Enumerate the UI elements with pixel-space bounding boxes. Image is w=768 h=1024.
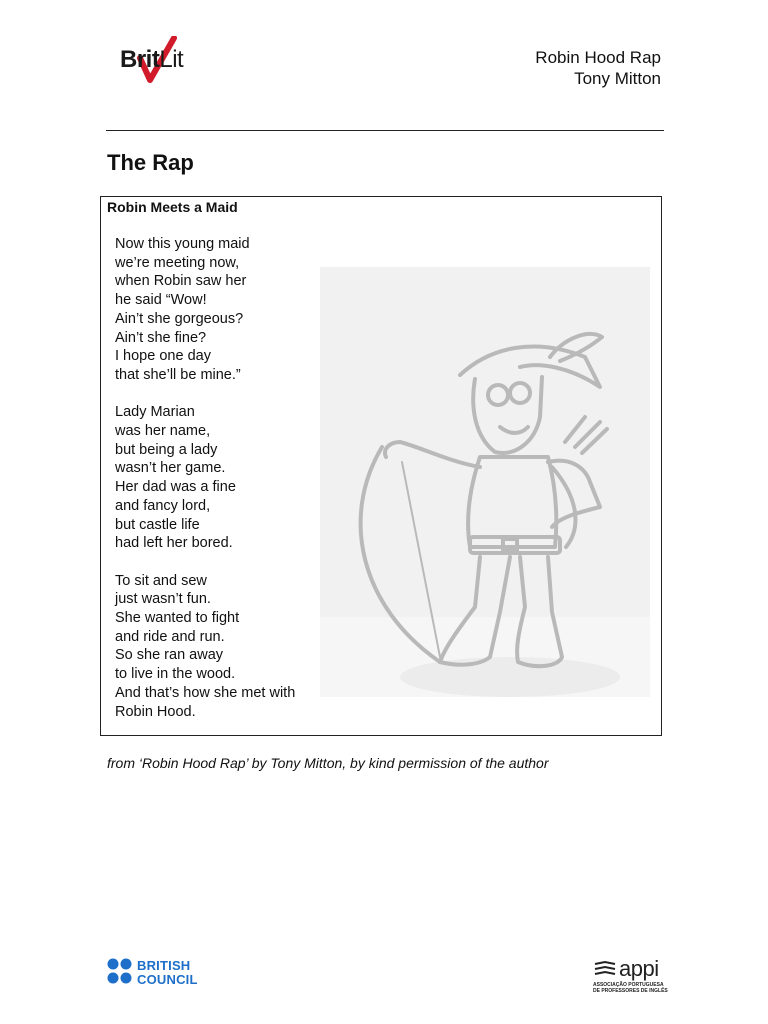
poem-line: had left her bored.: [115, 535, 233, 552]
logo-wordmark: BritLit: [120, 46, 184, 73]
poem-line: Ain’t she fine?: [115, 329, 207, 346]
document-title: Robin Hood Rap: [535, 48, 661, 67]
poem-line: when Robin saw her: [115, 273, 247, 290]
poem-line: that she’ll be mine.”: [115, 366, 241, 383]
poem-line: wasn’t her game.: [115, 460, 226, 477]
poem-line: to live in the wood.: [115, 666, 236, 683]
poem-line: Robin Hood.: [115, 703, 196, 720]
document-header: [535, 47, 661, 89]
poem-line: and ride and run.: [115, 628, 225, 645]
poem-line: he said “Wow!: [115, 292, 207, 309]
poem-heading: Robin Meets a Maid: [107, 199, 238, 215]
poem-line: She wanted to fight: [115, 610, 240, 627]
stanza: [115, 235, 295, 385]
british-council-dots-icon: [107, 958, 135, 988]
poem-line: Ain’t she gorgeous?: [115, 310, 244, 327]
appi-book-icon: [593, 960, 617, 978]
appi-wordmark: appi: [619, 956, 659, 981]
appi-subtitle: ASSOCIAÇÃO PORTUGUESA DE PROFESSORES DE INGLÊS: [593, 982, 668, 994]
permission-credit: from ‘Robin Hood Rap’ by Tony Mitton, by kind permission of the author: [107, 755, 549, 771]
appi-logo: [593, 958, 673, 1002]
poem-line: To sit and sew: [115, 572, 207, 589]
header-divider: [106, 130, 664, 131]
poem-line: And that’s how she met with: [115, 684, 296, 701]
britlit-logo: [110, 36, 210, 88]
poem-line: we’re meeting now,: [115, 254, 240, 271]
poem-line: just wasn’t fun.: [115, 591, 211, 608]
poem-line: and fancy lord,: [115, 497, 211, 514]
poem-line: So she ran away: [115, 647, 224, 664]
poem-line: I hope one day: [115, 348, 211, 365]
stanza: [115, 403, 295, 553]
poem-line: Her dad was a fine: [115, 479, 236, 496]
document-author: Tony Mitton: [574, 69, 661, 88]
poem-line: Lady Marian: [115, 404, 195, 421]
poem-line: Now this young maid: [115, 236, 250, 252]
poem-body: [115, 235, 295, 721]
robin-hood-illustration: [320, 267, 650, 697]
poem-line: but castle life: [115, 516, 200, 533]
section-title: The Rap: [107, 150, 194, 175]
poem-line: was her name,: [115, 423, 211, 440]
poem-box: [100, 196, 662, 736]
stanza: [115, 572, 295, 722]
british-council-wordmark: BRITISH COUNCIL: [137, 958, 198, 987]
poem-line: but being a lady: [115, 441, 218, 458]
